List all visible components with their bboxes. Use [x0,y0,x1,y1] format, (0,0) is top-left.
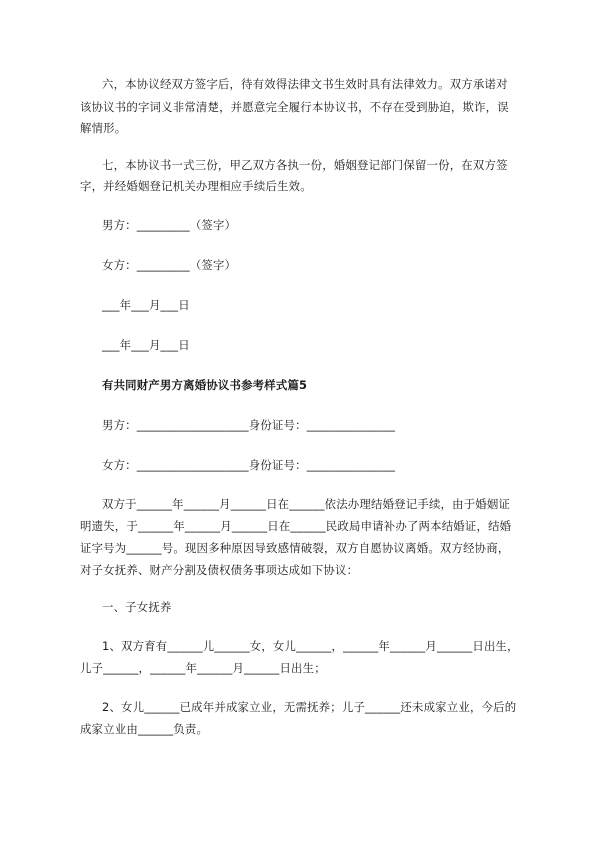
item1-line2: 儿子______，______年______月______日出生； [80,661,326,675]
intro-line4: 对子女抚养、财产分割及债权债务事项达成如下协议： [80,563,359,577]
para7-line1: 七，本协议书一式三份，甲乙双方各执一份，婚姻登记部门保留一份，在双方签 [102,158,508,172]
para6-line1: 六，本协议经双方签字后，待有效得法律文书生效时具有法律效力。双方承诺对 [102,77,508,91]
male-id-line: 男方：___________________身份证号：_______________ [102,418,396,432]
signature-female: 女方：_________（签字） [102,258,237,272]
heading-child-custody: 一、子女抚养 [102,600,172,614]
date-line-1: ___年___月___日 [102,298,190,312]
para6-line3: 解情形。 [80,121,127,135]
intro-line1: 双方于______年______月______日在______依法办理结婚登记手续，由于婚姻证 [102,497,511,511]
intro-line2: 明遗失，于______年______月______日在______民政局申请补办了两本结婚证，结婚 [80,519,512,533]
item2-line2: 成家立业由______负责。 [80,722,209,736]
item1-line1: 1、双方育有______儿______女，女儿______，______年______月______日出生， [102,639,519,653]
para6-line2: 该协议书的字词义非常清楚，并愿意完全履行本协议书，不存在受到胁迫，欺诈，误 [80,100,509,114]
intro-line3: 证字号为______号。现因多种原因导致感情破裂，双方自愿协议离婚。双方经协商， [80,541,510,555]
signature-male: 男方：_________（签字） [102,218,237,232]
section-title: 有共同财产男方离婚协议书参考样式篇5 [102,378,308,392]
date-line-2: ___年___月___日 [102,338,190,352]
female-id-line: 女方：___________________身份证号：_______________ [102,458,396,472]
para7-line2: 字，并经婚姻登记机关办理相应手续后生效。 [80,179,312,193]
item2-line1: 2、女儿______已成年并成家立业，无需抚养；儿子______还未成家立业，今后的 [102,700,517,714]
